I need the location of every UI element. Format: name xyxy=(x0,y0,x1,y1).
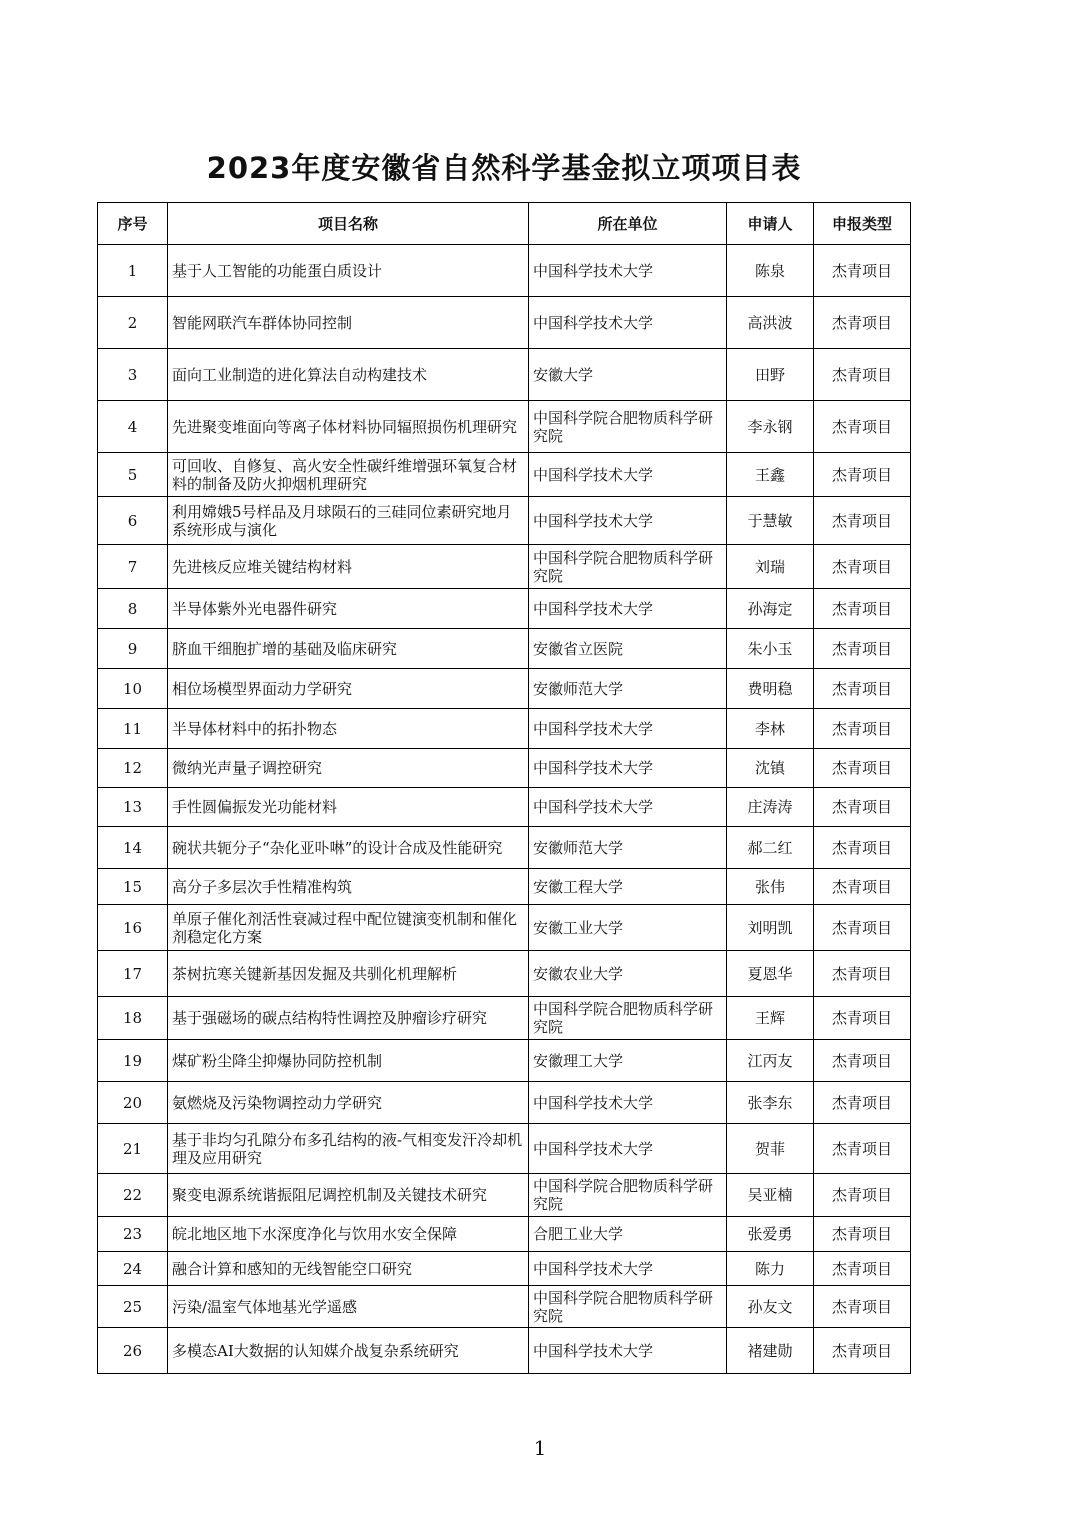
cell-applicant: 江丙友 xyxy=(727,1040,814,1082)
cell-type: 杰青项目 xyxy=(814,827,911,869)
cell-no: 12 xyxy=(98,749,168,788)
cell-unit: 中国科学技术大学 xyxy=(529,589,727,629)
table-row xyxy=(98,869,911,905)
header-no: 序号 xyxy=(98,203,168,245)
cell-unit: 中国科学技术大学 xyxy=(529,297,727,349)
cell-type: 杰青项目 xyxy=(814,1124,911,1174)
cell-type: 杰青项目 xyxy=(814,497,911,545)
cell-project-name: 脐血干细胞扩增的基础及临床研究 xyxy=(168,629,529,669)
cell-project-name: 茶树抗寒关键新基因发掘及共驯化机理解析 xyxy=(168,951,529,997)
cell-unit: 安徽省立医院 xyxy=(529,629,727,669)
table-row xyxy=(98,1217,911,1252)
cell-project-name: 融合计算和感知的无线智能空口研究 xyxy=(168,1252,529,1286)
cell-project-name: 多模态AI大数据的认知媒介战复杂系统研究 xyxy=(168,1328,529,1374)
cell-applicant: 刘明凯 xyxy=(727,905,814,951)
cell-no: 7 xyxy=(98,545,168,589)
cell-type: 杰青项目 xyxy=(814,349,911,401)
document-title: 2023年度安徽省自然科学基金拟立项项目表 xyxy=(206,151,802,185)
header-applicant: 申请人 xyxy=(727,203,814,245)
cell-project-name: 高分子多层次手性精准构筑 xyxy=(168,869,529,905)
cell-no: 9 xyxy=(98,629,168,669)
table-row xyxy=(98,589,911,629)
header-unit: 所在单位 xyxy=(529,203,727,245)
cell-no: 6 xyxy=(98,497,168,545)
cell-type: 杰青项目 xyxy=(814,997,911,1040)
cell-unit: 安徽理工大学 xyxy=(529,1040,727,1082)
cell-project-name: 先进核反应堆关键结构材料 xyxy=(168,545,529,589)
cell-project-name: 皖北地区地下水深度净化与饮用水安全保障 xyxy=(168,1217,529,1252)
cell-project-name: 污染/温室气体地基光学遥感 xyxy=(168,1286,529,1328)
cell-project-name: 氨燃烧及污染物调控动力学研究 xyxy=(168,1082,529,1124)
cell-applicant: 高洪波 xyxy=(727,297,814,349)
table-row xyxy=(98,905,911,951)
cell-type: 杰青项目 xyxy=(814,905,911,951)
cell-unit: 安徽工业大学 xyxy=(529,905,727,951)
cell-applicant: 贺菲 xyxy=(727,1124,814,1174)
cell-project-name: 先进聚变堆面向等离子体材料协同辐照损伤机理研究 xyxy=(168,401,529,453)
table-row xyxy=(98,951,911,997)
cell-type: 杰青项目 xyxy=(814,709,911,749)
cell-no: 4 xyxy=(98,401,168,453)
cell-applicant: 朱小玉 xyxy=(727,629,814,669)
cell-type: 杰青项目 xyxy=(814,788,911,827)
table-row xyxy=(98,1328,911,1374)
cell-project-name: 碗状共轭分子“杂化亚卟啉”的设计合成及性能研究 xyxy=(168,827,529,869)
table-row xyxy=(98,453,911,497)
cell-no: 15 xyxy=(98,869,168,905)
cell-type: 杰青项目 xyxy=(814,1217,911,1252)
cell-applicant: 夏恩华 xyxy=(727,951,814,997)
cell-applicant: 郝二红 xyxy=(727,827,814,869)
table-row xyxy=(98,1286,911,1328)
table-row xyxy=(98,1252,911,1286)
cell-applicant: 陈力 xyxy=(727,1252,814,1286)
cell-applicant: 庄涛涛 xyxy=(727,788,814,827)
cell-unit: 合肥工业大学 xyxy=(529,1217,727,1252)
cell-unit: 中国科学院合肥物质科学研究院 xyxy=(529,401,727,453)
cell-project-name: 基于强磁场的碳点结构特性调控及肿瘤诊疗研究 xyxy=(168,997,529,1040)
cell-applicant: 王鑫 xyxy=(727,453,814,497)
cell-applicant: 王辉 xyxy=(727,997,814,1040)
cell-project-name: 单原子催化剂活性衰减过程中配位键演变机制和催化剂稳定化方案 xyxy=(168,905,529,951)
cell-no: 1 xyxy=(98,245,168,297)
cell-applicant: 刘瑞 xyxy=(727,545,814,589)
cell-applicant: 孙海定 xyxy=(727,589,814,629)
project-table xyxy=(97,202,911,1374)
cell-unit: 中国科学院合肥物质科学研究院 xyxy=(529,1286,727,1328)
cell-applicant: 李林 xyxy=(727,709,814,749)
table-row xyxy=(98,349,911,401)
cell-type: 杰青项目 xyxy=(814,951,911,997)
cell-project-name: 基于人工智能的功能蛋白质设计 xyxy=(168,245,529,297)
cell-type: 杰青项目 xyxy=(814,749,911,788)
cell-no: 23 xyxy=(98,1217,168,1252)
table-row xyxy=(98,669,911,709)
cell-no: 24 xyxy=(98,1252,168,1286)
table-body xyxy=(98,245,911,1374)
cell-project-name: 面向工业制造的进化算法自动构建技术 xyxy=(168,349,529,401)
table-row xyxy=(98,709,911,749)
cell-no: 21 xyxy=(98,1124,168,1174)
table-row xyxy=(98,1040,911,1082)
cell-no: 3 xyxy=(98,349,168,401)
header-type: 申报类型 xyxy=(814,203,911,245)
cell-no: 22 xyxy=(98,1174,168,1217)
cell-unit: 中国科学院合肥物质科学研究院 xyxy=(529,545,727,589)
cell-applicant: 李永钢 xyxy=(727,401,814,453)
cell-type: 杰青项目 xyxy=(814,245,911,297)
cell-unit: 中国科学技术大学 xyxy=(529,709,727,749)
cell-unit: 安徽师范大学 xyxy=(529,669,727,709)
page-number: 1 xyxy=(533,1436,547,1460)
cell-no: 17 xyxy=(98,951,168,997)
cell-type: 杰青项目 xyxy=(814,1252,911,1286)
table-row xyxy=(98,497,911,545)
cell-unit: 中国科学技术大学 xyxy=(529,749,727,788)
cell-unit: 中国科学技术大学 xyxy=(529,245,727,297)
cell-no: 16 xyxy=(98,905,168,951)
cell-project-name: 微纳光声量子调控研究 xyxy=(168,749,529,788)
table-row xyxy=(98,629,911,669)
cell-applicant: 张伟 xyxy=(727,869,814,905)
cell-unit: 中国科学技术大学 xyxy=(529,1124,727,1174)
cell-applicant: 张爱勇 xyxy=(727,1217,814,1252)
table-row xyxy=(98,545,911,589)
table-row xyxy=(98,997,911,1040)
cell-applicant: 吴亚楠 xyxy=(727,1174,814,1217)
cell-project-name: 智能网联汽车群体协同控制 xyxy=(168,297,529,349)
cell-no: 13 xyxy=(98,788,168,827)
cell-type: 杰青项目 xyxy=(814,401,911,453)
table-row xyxy=(98,245,911,297)
cell-unit: 安徽师范大学 xyxy=(529,827,727,869)
table-row xyxy=(98,1082,911,1124)
table-row xyxy=(98,749,911,788)
cell-unit: 安徽农业大学 xyxy=(529,951,727,997)
table-row xyxy=(98,297,911,349)
cell-applicant: 孙友文 xyxy=(727,1286,814,1328)
cell-unit: 中国科学技术大学 xyxy=(529,453,727,497)
cell-applicant: 费明稳 xyxy=(727,669,814,709)
cell-unit: 安徽工程大学 xyxy=(529,869,727,905)
cell-project-name: 半导体紫外光电器件研究 xyxy=(168,589,529,629)
cell-applicant: 沈镇 xyxy=(727,749,814,788)
cell-applicant: 陈泉 xyxy=(727,245,814,297)
cell-unit: 中国科学技术大学 xyxy=(529,788,727,827)
table-row xyxy=(98,827,911,869)
cell-project-name: 可回收、自修复、高火安全性碳纤维增强环氧复合材料的制备及防火抑烟机理研究 xyxy=(168,453,529,497)
cell-project-name: 相位场模型界面动力学研究 xyxy=(168,669,529,709)
cell-project-name: 煤矿粉尘降尘抑爆协同防控机制 xyxy=(168,1040,529,1082)
cell-no: 11 xyxy=(98,709,168,749)
table-row xyxy=(98,401,911,453)
cell-project-name: 聚变电源系统谐振阻尼调控机制及关键技术研究 xyxy=(168,1174,529,1217)
cell-no: 25 xyxy=(98,1286,168,1328)
cell-unit: 中国科学技术大学 xyxy=(529,1082,727,1124)
cell-unit: 中国科学院合肥物质科学研究院 xyxy=(529,1174,727,1217)
table-row xyxy=(98,788,911,827)
cell-unit: 中国科学技术大学 xyxy=(529,497,727,545)
cell-applicant: 褚建勋 xyxy=(727,1328,814,1374)
cell-applicant: 田野 xyxy=(727,349,814,401)
cell-project-name: 手性圆偏振发光功能材料 xyxy=(168,788,529,827)
cell-no: 8 xyxy=(98,589,168,629)
cell-no: 5 xyxy=(98,453,168,497)
cell-applicant: 张李东 xyxy=(727,1082,814,1124)
cell-type: 杰青项目 xyxy=(814,629,911,669)
cell-no: 14 xyxy=(98,827,168,869)
table-row xyxy=(98,1174,911,1217)
cell-type: 杰青项目 xyxy=(814,589,911,629)
cell-type: 杰青项目 xyxy=(814,1286,911,1328)
cell-project-name: 基于非均匀孔隙分布多孔结构的液-气相变发汗冷却机理及应用研究 xyxy=(168,1124,529,1174)
cell-type: 杰青项目 xyxy=(814,1082,911,1124)
table-row xyxy=(98,1124,911,1174)
cell-no: 2 xyxy=(98,297,168,349)
cell-unit: 中国科学技术大学 xyxy=(529,1252,727,1286)
cell-type: 杰青项目 xyxy=(814,1040,911,1082)
cell-no: 19 xyxy=(98,1040,168,1082)
table-header-row xyxy=(98,203,911,245)
cell-no: 18 xyxy=(98,997,168,1040)
cell-project-name: 利用嫦娥5号样品及月球陨石的三硅同位素研究地月系统形成与演化 xyxy=(168,497,529,545)
cell-applicant: 于慧敏 xyxy=(727,497,814,545)
cell-type: 杰青项目 xyxy=(814,453,911,497)
cell-project-name: 半导体材料中的拓扑物态 xyxy=(168,709,529,749)
cell-no: 10 xyxy=(98,669,168,709)
cell-type: 杰青项目 xyxy=(814,1174,911,1217)
cell-unit: 安徽大学 xyxy=(529,349,727,401)
cell-unit: 中国科学院合肥物质科学研究院 xyxy=(529,997,727,1040)
header-project-name: 项目名称 xyxy=(168,203,529,245)
cell-no: 20 xyxy=(98,1082,168,1124)
cell-type: 杰青项目 xyxy=(814,545,911,589)
cell-type: 杰青项目 xyxy=(814,1328,911,1374)
cell-type: 杰青项目 xyxy=(814,669,911,709)
cell-type: 杰青项目 xyxy=(814,869,911,905)
cell-no: 26 xyxy=(98,1328,168,1374)
cell-unit: 中国科学技术大学 xyxy=(529,1328,727,1374)
cell-type: 杰青项目 xyxy=(814,297,911,349)
